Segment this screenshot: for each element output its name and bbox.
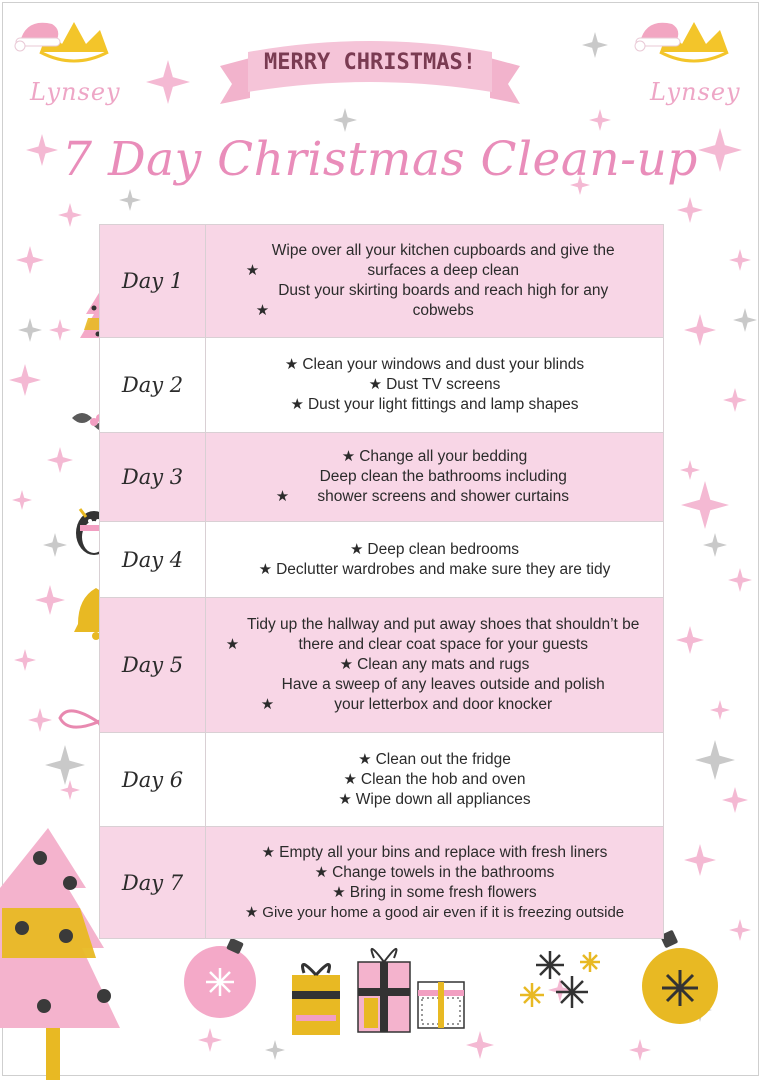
star-icon: ★ — [358, 750, 372, 768]
snowflake-icon — [536, 951, 564, 979]
table-row — [100, 225, 664, 338]
star-icon: ★ — [260, 696, 275, 713]
snowflake-icon — [556, 976, 588, 1008]
star-icon: ★ — [245, 262, 260, 279]
table-row — [100, 598, 664, 733]
day-label: Day 5 — [100, 598, 206, 733]
task-item: ★ Declutter wardrobes and make sure they are tidy — [258, 560, 611, 578]
brand-logo — [20, 24, 130, 124]
star-icon: ★ — [339, 656, 354, 673]
task-item: ★Have a sweep of any leaves outside and polish your letterbox and door knocker — [260, 676, 605, 713]
task-item: ★ Dust your light fittings and lamp shapes — [290, 396, 579, 413]
star-icon: ★ — [284, 356, 299, 373]
day-label: Day 4 — [100, 522, 206, 598]
star-icon: ★ — [314, 863, 329, 881]
table-row — [100, 433, 664, 522]
day-label: Day 2 — [100, 338, 206, 433]
task-item: ★ Clean the hob and oven — [343, 770, 526, 788]
task-cell — [206, 338, 664, 433]
star-icon: ★ — [338, 790, 352, 808]
star-icon: ★ — [349, 540, 364, 558]
task-cell — [206, 522, 664, 598]
bauble-icon — [642, 930, 718, 1024]
task-item: ★Dust your skirting boards and reach high for any cobwebs — [255, 282, 609, 319]
task-item: ★ Empty all your bins and replace with fresh liners — [261, 843, 608, 861]
gift-icon — [358, 949, 410, 1032]
task-cell — [206, 225, 664, 338]
task-cell — [206, 733, 664, 827]
table-row — [100, 522, 664, 598]
task-item: ★ Change all your bedding — [341, 448, 528, 465]
star-icon: ★ — [244, 903, 259, 921]
task-cell — [206, 433, 664, 522]
task-item: ★Tidy up the hallway and put away shoes that shouldn’t be there and clear coat space for your guests — [225, 616, 640, 653]
star-icon: ★ — [341, 448, 356, 465]
task-item: ★ Wipe down all appliances — [338, 790, 531, 808]
star-icon: ★ — [261, 843, 276, 861]
table-row — [100, 827, 664, 939]
brand-name: Lynsey — [30, 78, 121, 106]
banner-text: MERRY CHRISTMAS! — [264, 50, 476, 75]
brand-name: Lynsey — [650, 78, 741, 106]
gift-icon — [292, 964, 340, 1035]
task-item: ★ Give your home a good air even if it is freezing outside — [244, 903, 625, 921]
task-item: ★ Change towels in the bathrooms — [314, 863, 555, 881]
task-item: ★ Deep clean bedrooms — [349, 540, 520, 558]
snowflake-icon — [580, 952, 600, 972]
day-label: Day 3 — [100, 433, 206, 522]
cleaning-schedule-table — [99, 224, 664, 939]
table-row — [100, 338, 664, 433]
star-icon: ★ — [290, 396, 304, 413]
star-icon: ★ — [368, 376, 383, 393]
day-label: Day 1 — [100, 225, 206, 338]
task-cell — [206, 598, 664, 733]
table-row — [100, 733, 664, 827]
task-item: ★ Bring in some fresh flowers — [332, 883, 537, 901]
star-icon: ★ — [275, 488, 290, 505]
task-item: ★ Dust TV screens — [368, 376, 501, 393]
star-icon: ★ — [255, 302, 270, 319]
day-label: Day 6 — [100, 733, 206, 827]
star-icon: ★ — [343, 770, 357, 788]
star-icon: ★ — [258, 560, 273, 578]
page-title: 7 Day Christmas Clean-up — [62, 132, 698, 187]
task-item: ★ Clean any mats and rugs — [339, 656, 530, 673]
star-icon: ★ — [332, 883, 346, 901]
task-item: ★Deep clean the bathrooms including shower screens and shower curtains — [275, 468, 569, 505]
brand-logo — [640, 24, 750, 124]
gift-icon — [418, 982, 464, 1028]
day-label: Day 7 — [100, 827, 206, 939]
snowflake-icon — [206, 968, 234, 996]
task-item: ★ Clean your windows and dust your blinds — [284, 356, 585, 373]
star-icon: ★ — [225, 636, 240, 653]
task-item: ★ Clean out the fridge — [358, 750, 511, 768]
task-cell — [206, 827, 664, 939]
task-item: ★Wipe over all your kitchen cupboards and give the surfaces a deep clean — [245, 242, 615, 279]
snowflake-icon — [520, 983, 544, 1007]
